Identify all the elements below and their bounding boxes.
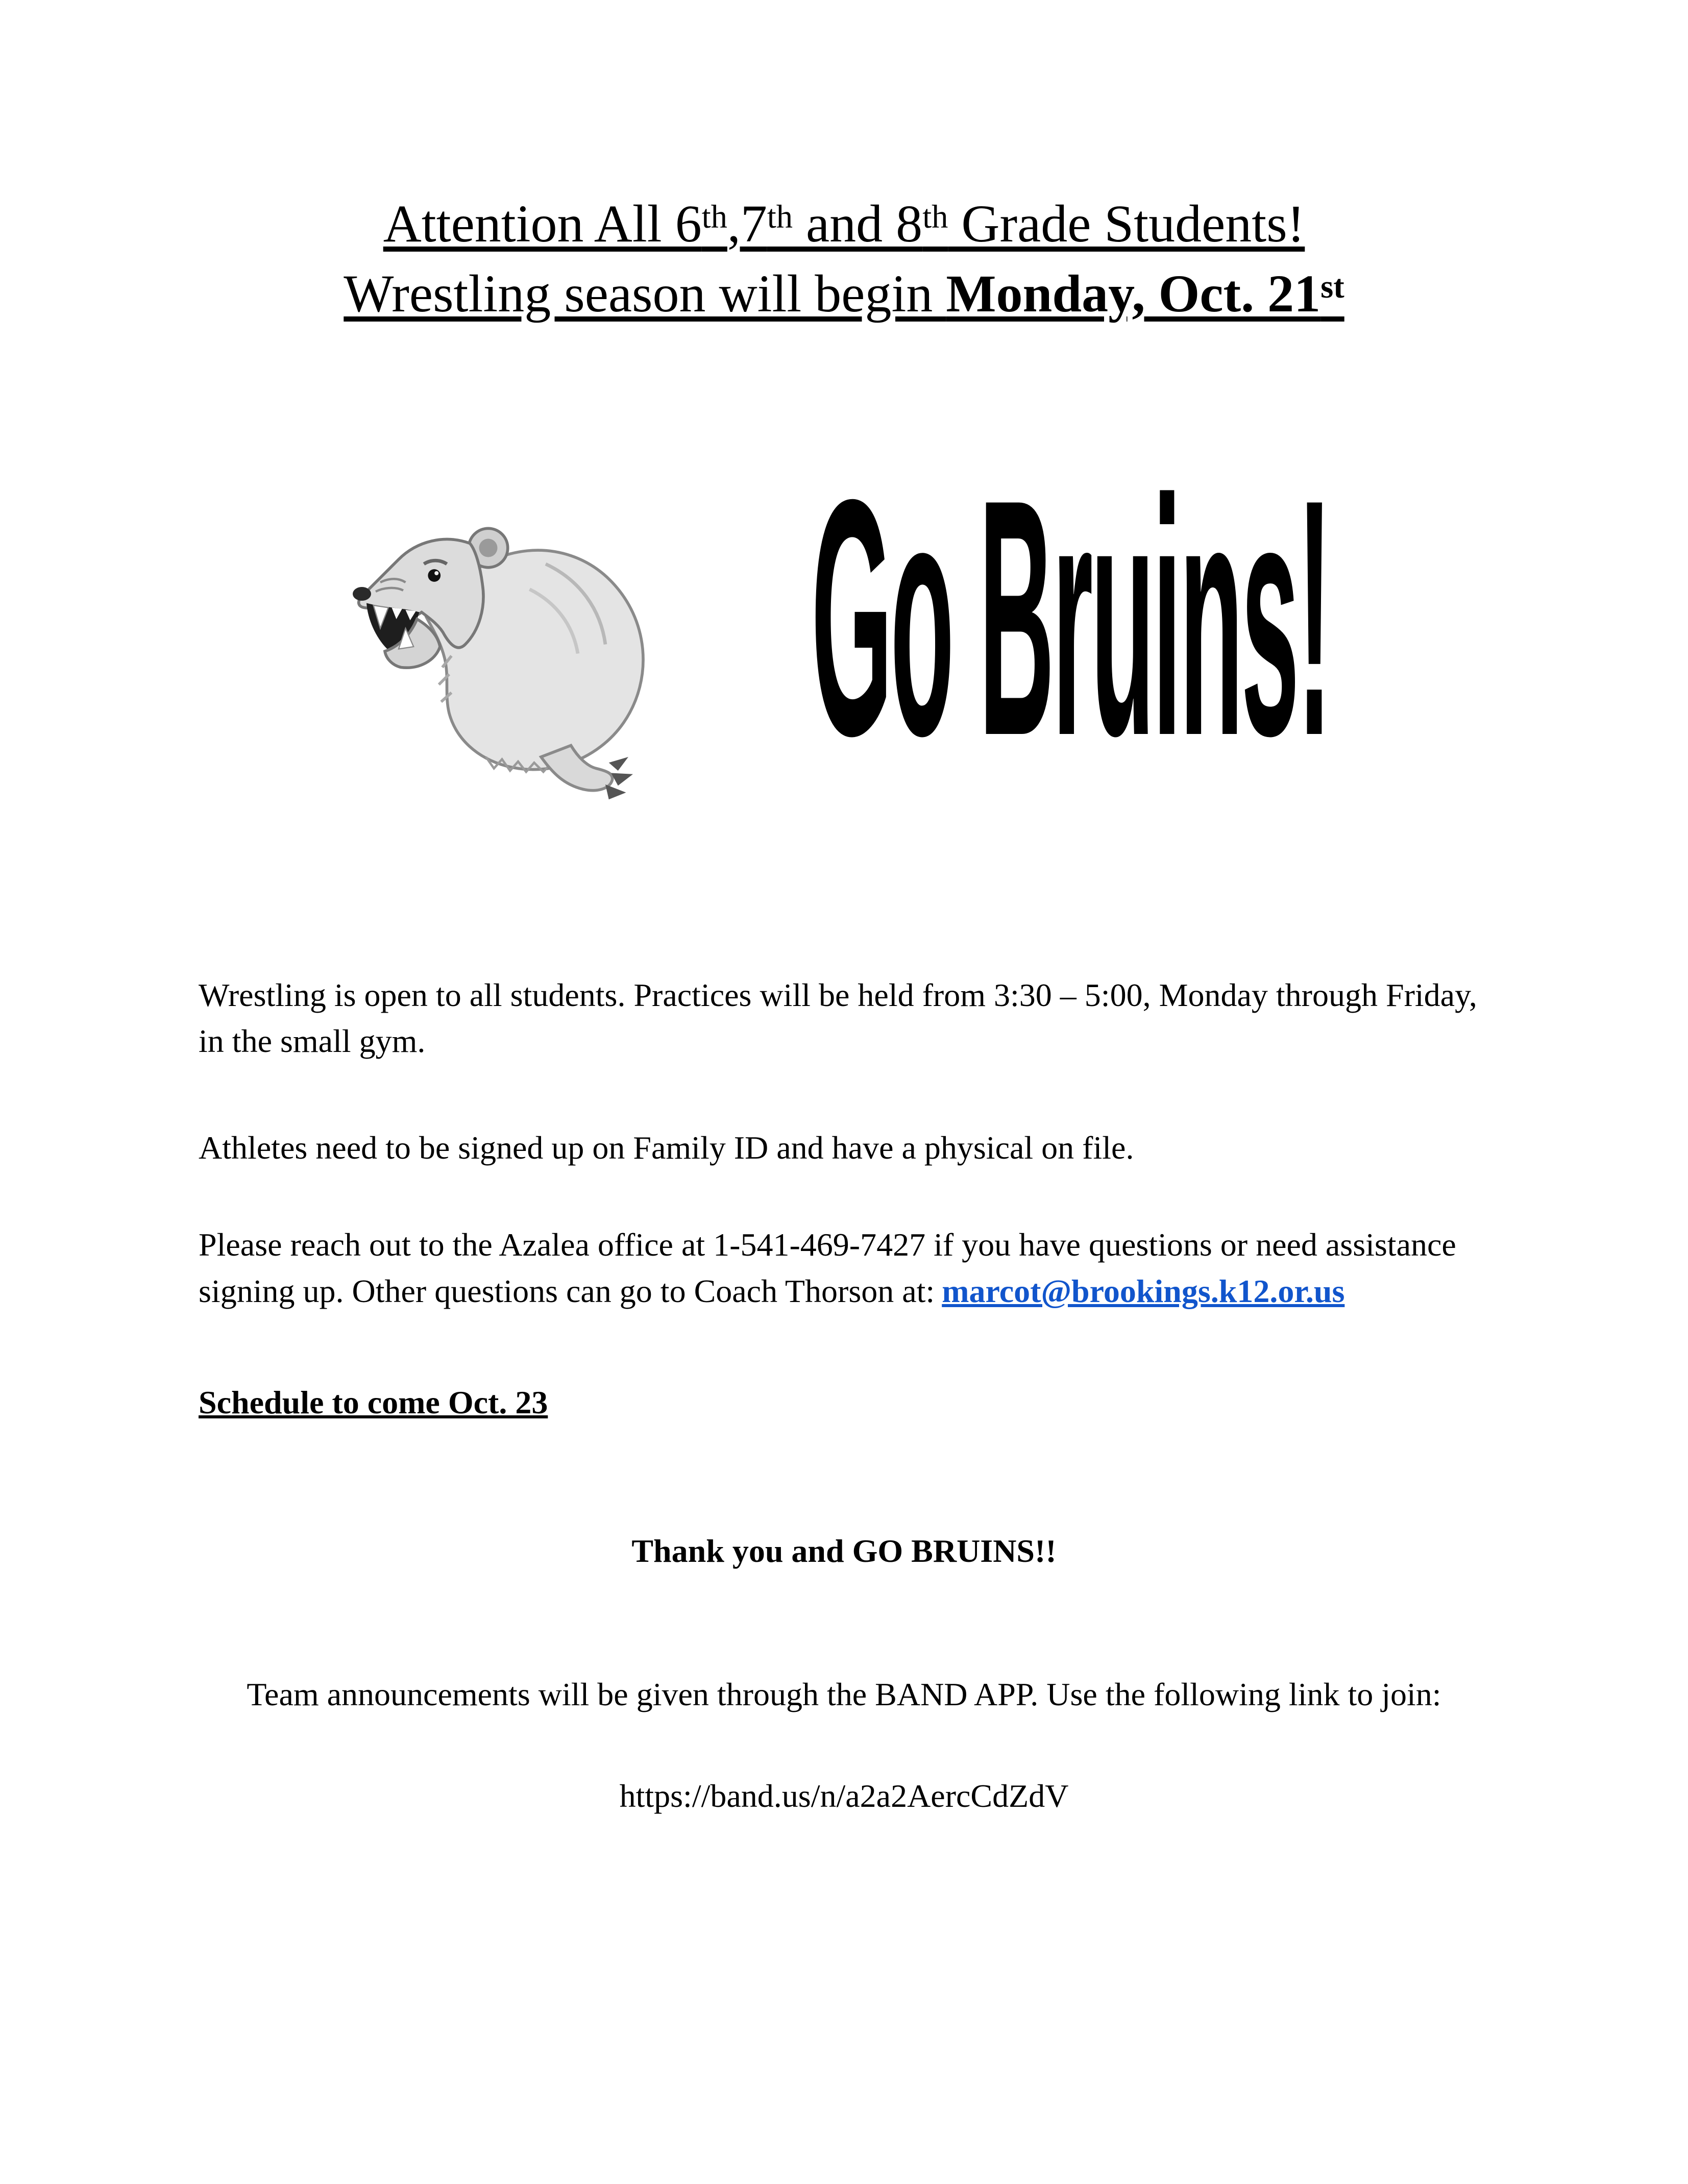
- bear-illustration: [316, 472, 660, 840]
- thank-you-line: Thank you and GO BRUINS!!: [631, 1532, 1057, 1569]
- flyer-title: [199, 189, 1489, 329]
- contact-text: Please reach out to the Azalea office at 1-541-469-7427 if you have questions or need assistance signing up. Other questions can go to Coach Thorson at:: [199, 1226, 1456, 1310]
- title-line-1: [199, 189, 1489, 259]
- coach-email-link[interactable]: marcot@brookings.k12.or.us: [942, 1273, 1345, 1310]
- slogan-text-graphic: [809, 478, 1360, 756]
- title-text: and 8: [793, 194, 923, 253]
- paragraph-signup-requirements: Athletes need to be signed up on Family ID and have a physical on file.: [199, 1130, 1134, 1166]
- title-text: ,7: [727, 194, 767, 253]
- band-app-announcement: [199, 1672, 1489, 1718]
- title-line-2: [199, 259, 1489, 329]
- title-superscript: th: [767, 198, 793, 235]
- paragraph-contact-info: [199, 1222, 1489, 1315]
- title-superscript: th: [922, 198, 948, 235]
- schedule-note: Schedule to come Oct. 23: [199, 1384, 548, 1420]
- title-text: Grade Students!: [948, 194, 1305, 253]
- band-join-url[interactable]: https://band.us/n/a2a2AercCdZdV: [619, 1777, 1069, 1814]
- band-app-text: Team announcements will be given through the BAND APP. Use the following link to join:: [247, 1676, 1441, 1712]
- title-superscript: th: [701, 198, 727, 235]
- hero-row: [316, 472, 1489, 850]
- flyer-body: [199, 972, 1489, 1820]
- slogan-text: Go Bruins!: [811, 478, 1330, 756]
- title-superscript: st: [1320, 268, 1344, 305]
- paragraph-practice-info: Wrestling is open to all students. Practices will be held from 3:30 – 5:00, Monday through Friday, in the small gym.: [199, 976, 1477, 1060]
- title-text: Wrestling season will begin: [344, 264, 946, 324]
- title-text: Attention All 6: [383, 194, 702, 253]
- title-date: Monday, Oct. 21: [946, 264, 1321, 324]
